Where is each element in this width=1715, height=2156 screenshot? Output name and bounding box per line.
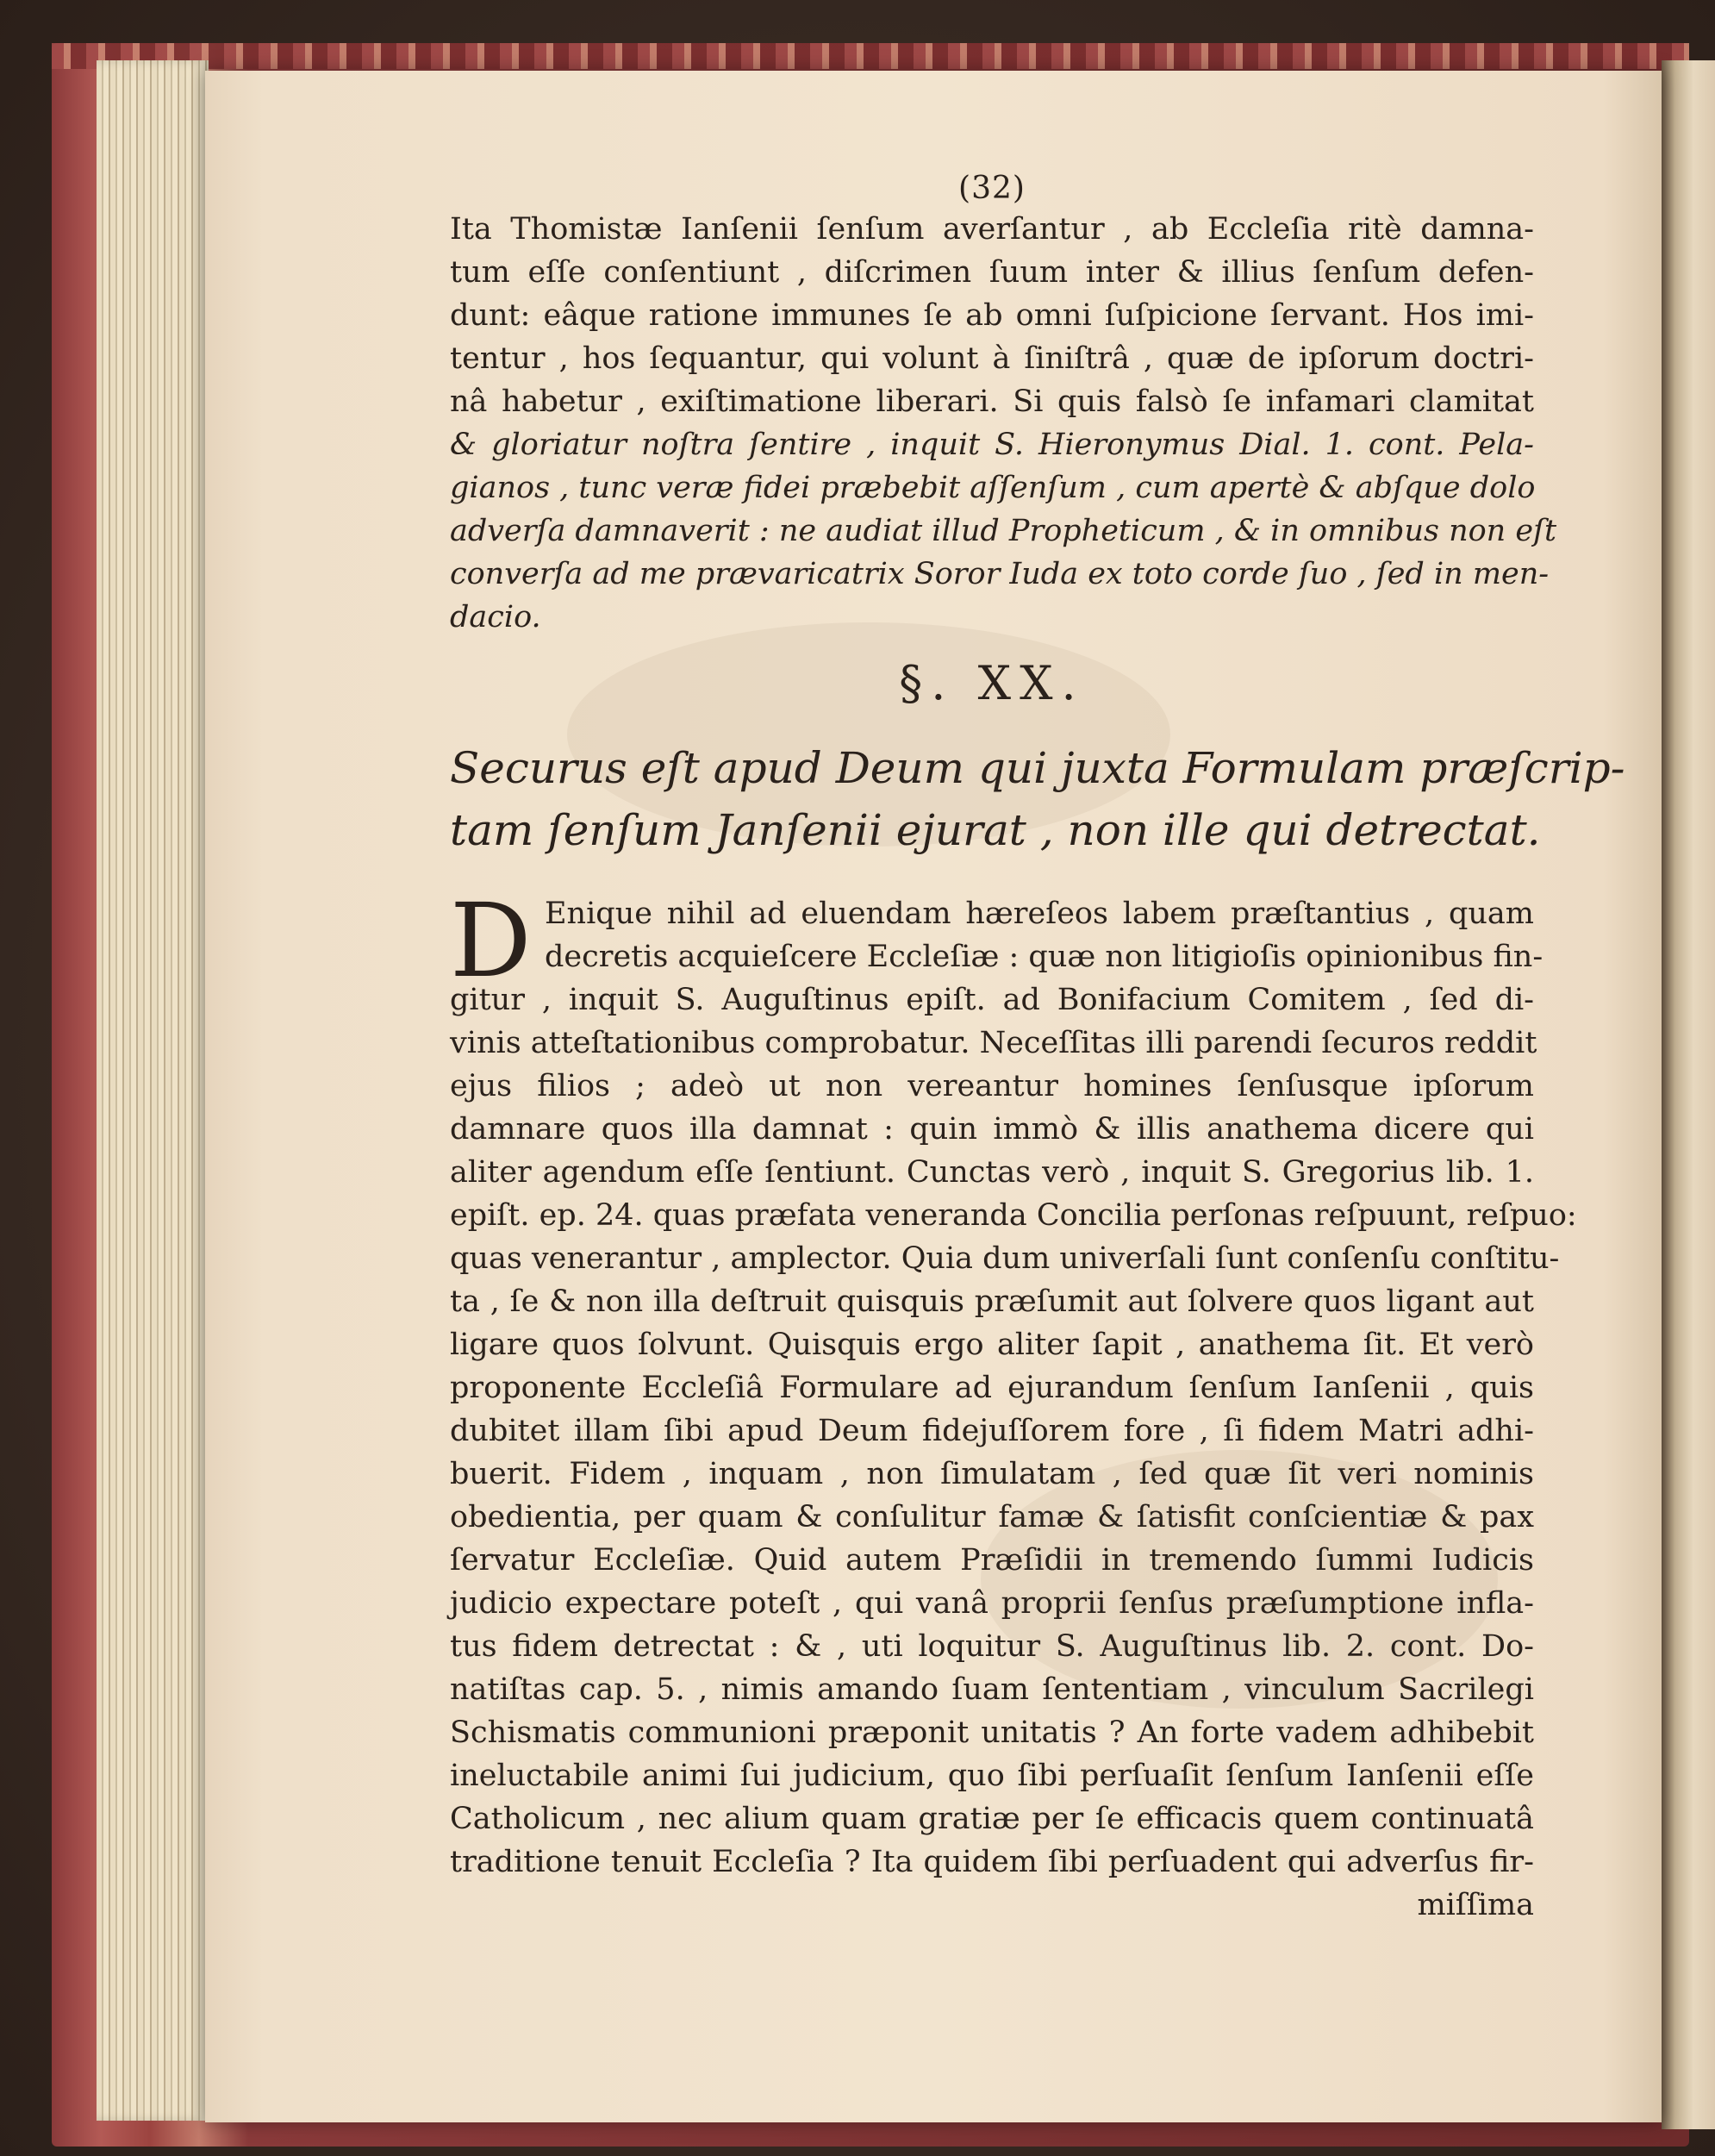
text-line: decretis acquieſcere Eccleſiæ : quæ non litigioſis opinionibus fin- [545,940,1544,974]
text-line: ta , ſe & non illa deſtruit quisquis præſumit aut ſolvere quos ligant aut [450,1284,1534,1319]
section-heading [450,737,1625,861]
text-line: aliter agendum eſſe ſentiunt. Cunctas verò , inquit S. Gregorius lib. 1. [450,1155,1534,1190]
text-line: natiſtas cap. 5. , nimis amando ſuam ſententiam , vinculum Sacrilegi [450,1672,1534,1707]
text-line: Schismatis communioni præponit unitatis ? An forte vadem adhibebit [450,1715,1534,1750]
text-line: tus fidem detrectat : & , uti loquitur S. Auguſtinus lib. 2. cont. Do- [450,1629,1534,1664]
text-line: gitur , inquit S. Auguſtinus epiſt. ad Bonifacium Comitem , ſed di- [450,983,1534,1017]
text-line: tentur , hos ſequantur, qui volunt à ſiniſtrâ , quæ de ipſorum doctri- [450,341,1534,376]
text-line: nâ habetur , exiſtimatione liberari. Si quis falsò ſe infamari clamitat [450,384,1534,419]
heading-line: tam ſenſum Janſenii ejurat , non ille qui detrectat. [450,805,1541,855]
text-line: adverſa damnaverit : ne audiat illud Propheticum , & in omnibus non eſt [450,514,1557,548]
facing-page [1662,60,1715,2129]
text-line: judicio expectare poteſt , qui vanâ proprii ſenſus præſumptione infla- [450,1586,1534,1621]
text-line: dacio. [450,600,541,634]
text-line: epiſt. ep. 24. quas præfata veneranda Concilia perſonas reſpuunt, reſpuo: [450,1198,1577,1233]
text-line: obedientia, per quam & conſulitur famæ & ſatisfit conſcientiæ & pax [450,1500,1534,1534]
text-line: gianos , tunc veræ fidei præbebit aſſenſum , cum apertè & abſque dolo [450,471,1536,505]
text-line: converſa ad me prævaricatrix Soror Iuda ex toto corde ſuo , ſed in men- [450,557,1550,591]
text-line: & gloriatur noſtra ſentire , inquit S. Hieronymus Dial. 1. cont. Pela- [450,428,1534,462]
text-block [450,171,1625,1927]
text-line: Enique nihil ad eluendam hæreſeos labem præſtantius , quam [545,897,1534,931]
catchword: miſſima [1417,1888,1534,1922]
text-line: ligare quos ſolvunt. Quisquis ergo aliter ſapit , anathema ſit. Et verò [450,1328,1534,1362]
paragraph-2 [450,881,1577,1927]
marbled-edge [52,43,1689,69]
text-line: traditione tenuit Eccleſia ? Ita quidem ſibi perſuadent qui adverſus fir- [450,1845,1534,1879]
text-line: tum eſſe conſentiunt , diſcrimen ſuum inter & illius ſenſum defen- [450,255,1534,290]
text-line: ineluctabile animi ſui judicium, quo ſibi perſuaſit ſenſum Ianſenii eſſe [450,1759,1534,1793]
text-line: quas venerantur , amplector. Quia dum univerſali ſunt conſenſu conſtitu- [450,1241,1560,1276]
text-line: ejus filios ; adeò ut non vereantur homines ſenſusque ipſorum [450,1069,1534,1103]
paragraph-1 [450,208,1557,639]
text-line: damnare quos illa damnat : quin immò & illis anathema dicere qui [450,1112,1534,1147]
text-line: ſervatur Eccleſiæ. Quid autem Præſidii in tremendo ſummi Iudicis [450,1543,1534,1578]
section-number: §. XX. [899,656,1085,710]
text-line: Ita Thomistæ Ianſenii ſenſum averſantur , ab Eccleſia ritè damna- [450,212,1534,247]
text-line: dunt: eâque ratione immunes ſe ab omni ſuſpicione ſervant. Hos imi- [450,298,1534,333]
text-line: buerit. Fidem , inquam , non ſimulatam , ſed quæ ſit veri nominis [450,1457,1534,1491]
page-stack-edges [97,60,209,2121]
text-line: proponente Eccleſiâ Formulare ad ejurandum ſenſum Ianſenii , quis [450,1371,1534,1405]
text-line: Catholicum , nec alium quam gratiæ per ſe efficacis quem continuatâ [450,1802,1534,1836]
drop-cap: D [450,881,532,1000]
page-number: (32) [958,171,1026,206]
heading-line: Securus eſt apud Deum qui juxta Formulam præſcrip- [450,743,1625,793]
text-line: dubitet illam ſibi apud Deum fidejuſſorem fore , ſi fidem Matri adhi- [450,1414,1534,1448]
text-line: vinis atteſtationibus comprobatur. Neceſſitas illi parendi ſecuros reddit [450,1026,1537,1060]
